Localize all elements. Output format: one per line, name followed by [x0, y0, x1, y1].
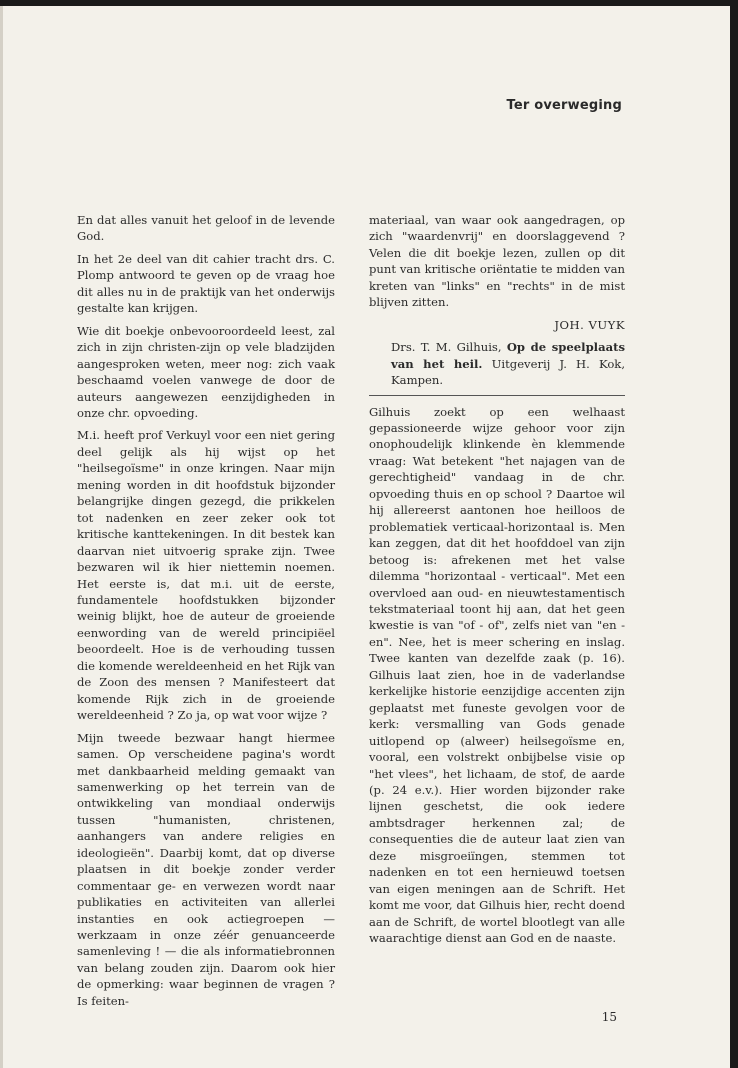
book-publisher: Uitgeverij J. H. Kok, Kampen.: [391, 356, 626, 388]
book-reference: [369, 339, 625, 388]
author-signature: JOH. VUYK: [554, 317, 625, 332]
right-column: [369, 212, 625, 952]
paragraph: Gilhuis zoekt op een welhaast gepassioneerde wijze gehoor voor zijn onophoudelijk klinkende èn klemmende vraag: Wat betekent "het najagen van de gerechtigheid" vandaag in de chr. opvoeding thuis en op school ? Daartoe wil hij allereerst aantonen hoe heilloos de problematiek verticaal-horizontaal is. Men kan zeggen, dat dit het hoofddoel van zijn betoog is: afrekenen met het valse dilemma "horizontaal - verticaal". Met een overvloed aan oud- en nieuwtestamentisch tekstmateriaal toont hij aan, dat het geen kwestie is van "of - of", zelfs niet van "en - en". Nee, het is meer schering en inslag. Twee kanten van dezelfde zaak (p. 16). Gilhuis laat zien, hoe in de vaderlandse kerkelijke historie eenzijdige accenten zijn geplaatst met funeste gevolgen voor de kerk: versmalling van Gods genade uitlopend op (alweer) heilsegoïsme en, vooral, een volstrekt onbijbelse visie op "het vlees", het lichaam, de stof, de aarde (p. 24 e.v.). Hier worden bijzonder rake lijnen geschetst, die ook iedere ambtsdrager herkennen zal; de consequenties die de auteur laat zien van deze misgroeiïngen, stemmen tot nadenken en tot een hernieuwd toetsen van eigen meningen aan de Schrift. Het komt me voor, dat Gilhuis hier, recht doend aan de Schrift, de wortel blootlegt van alle waarachtige dienst aan God en de naaste.: [369, 404, 625, 946]
document-page: [0, 6, 730, 1068]
paragraph: M.i. heeft prof Verkuyl voor een niet gering deel gelijk als hij wijst op het "heilsegoïsme" in onze kringen. Naar mijn mening worden in dit hoofdstuk bijzonder belangrijke dingen gezegd, die prikkelen tot nadenken en zeer zeker ook tot kritische kanttekeningen. In dit bestek kan daarvan niet uitvoerig sprake zijn. Twee bezwaren wil ik hier niettemin noemen. Het eerste is, dat m.i. uit de eerste, fundamentele hoofdstukken bijzonder weinig blijkt, hoe de auteur de groeiende eenwording van de wereld principiëel beoordeelt. Hoe is de verhouding tussen die komende wereldeenheid en het Rijk van de Zoon des mensen ? Manifesteert dat komende Rijk zich in de groeiende wereldeenheid ? Zo ja, op wat voor wijze ?: [77, 428, 335, 723]
paragraph: In het 2e deel van dit cahier tracht drs. C. Plomp antwoord te geven op de vraag hoe dit alles nu in de praktijk van het onderwijs gestalte kan krijgen.: [77, 251, 335, 316]
paragraph: Mijn tweede bezwaar hangt hiermee samen. Op verscheidene pagina's wordt met dankbaarheid melding gemaakt van samenwerking op het terrein van de ontwikkeling van mondiaal onderwijs tussen "humanisten, christenen, aanhangers van andere religies en ideologieën". Daarbij komt, dat op diverse plaatsen in dit boekje zonder verder commentaar ge- en verwezen wordt naar publikaties en activiteiten van allerlei instanties en ook actiegroepen — werkzaam in onze zéér genuanceerde samenleving ! — die als informatiebronnen van belang zouden zijn. Daarom ook hier de opmerking: waar beginnen de vragen ? Is feiten-: [77, 730, 335, 1008]
paragraph: En dat alles vanuit het geloof in de levende God.: [77, 213, 335, 244]
divider: [369, 395, 625, 396]
left-column: [77, 212, 335, 1015]
paragraph: materiaal, van waar ook aangedragen, op zich "waardenvrij" en doorslaggevend ? Velen die dit boekje lezen, zullen op dit punt van kritische oriëntatie te midden van kreten van "links" en "rechts" in de mist blijven zitten.: [369, 213, 625, 310]
book-title: Op de speelplaats van het heil.: [391, 340, 625, 371]
book-authors: Drs. T. M. Gilhuis,: [391, 340, 502, 355]
paragraph: Wie dit boekje onbevooroordeeld leest, zal zich in zijn christen-zijn op vele bladzijden aangesproken weten, meer nog: zich vaak beschaamd voelen vanwege de door de auteurs aangewezen eenzijdigheden in onze chr. opvoeding.: [77, 323, 335, 420]
page-number: 15: [601, 1010, 617, 1024]
section-header: Ter overweging: [506, 98, 622, 113]
